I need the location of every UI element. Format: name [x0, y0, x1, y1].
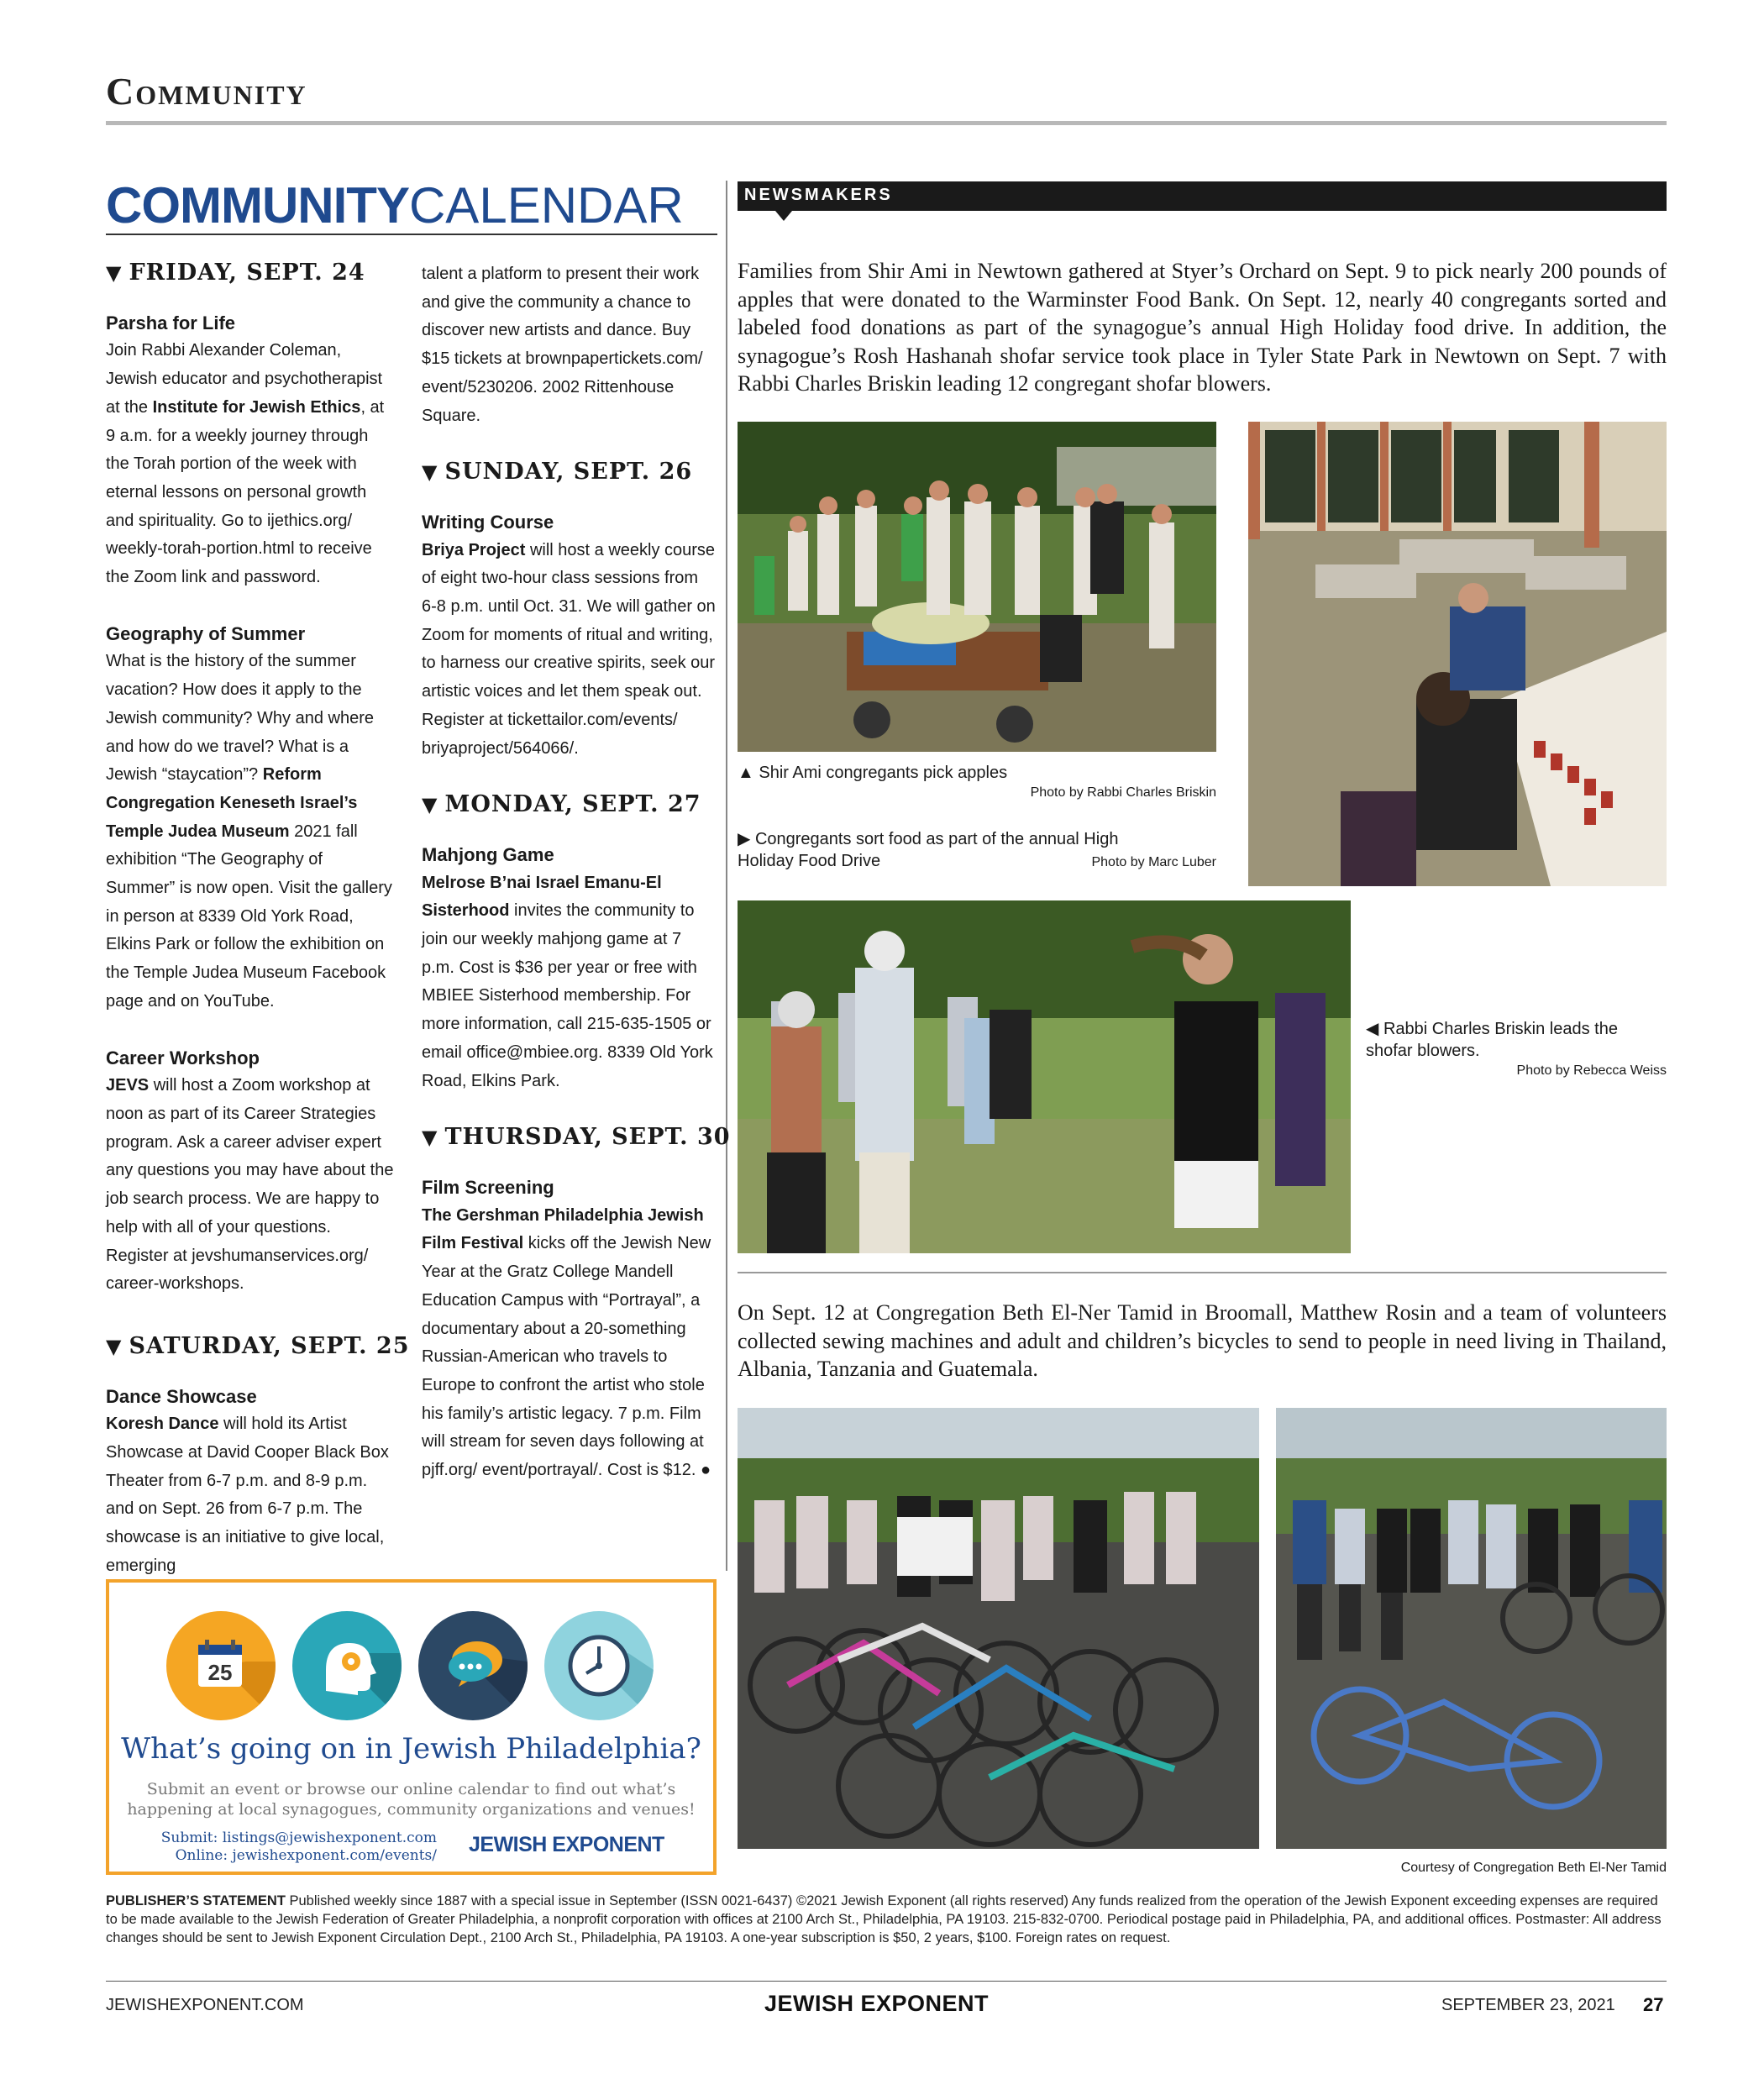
event-title: Film Screening	[422, 1176, 554, 1198]
caption-shofar: ◀ Rabbi Charles Briskin leads the shofar blowers.	[1366, 1020, 1618, 1060]
photo-apple-picking	[738, 422, 1216, 752]
credit-apples: Photo by Rabbi Charles Briskin	[1030, 785, 1216, 800]
triangle-down-icon: ▼	[422, 792, 438, 817]
footer-rule	[106, 1981, 1667, 1982]
calendar-column-1	[106, 259, 410, 1581]
calendar-title	[106, 176, 684, 235]
calendar-day-number: 25	[207, 1660, 233, 1685]
triangle-down-icon: ▼	[106, 1333, 123, 1358]
story-divider	[738, 1272, 1667, 1273]
event-body: JEVS will host a Zoom workshop at noon as part of its Career Strategies program. Ask a career adviser expert any questions you may have about the job search process. We are happy to help with all of your questions. Register at jevshumanservices.org/ career-workshops.	[106, 1076, 394, 1294]
triangle-down-icon: ▼	[106, 260, 123, 285]
event-body: Melrose B’nai Israel Emanu-El Sisterhood invites the community to join our weekly mahjong game at 7 p.m. Cost is $36 per year or free with MBIEE Sisterhood membership. For more information, call 215-635-1505 or email office@mbiee.org. 8339 Old York Road, Elkins Park.	[422, 873, 713, 1090]
day-heading-friday	[106, 259, 396, 287]
day-label: SUNDAY, SEPT. 26	[444, 459, 693, 486]
calendar-title-light: CALENDAR	[408, 177, 684, 234]
promo-links	[160, 1830, 437, 1865]
promo-brand-logo: JEWISH EXPONENT	[469, 1833, 664, 1856]
day-label: SATURDAY, SEPT. 25	[129, 1332, 410, 1359]
day-label: THURSDAY, SEPT. 30	[444, 1124, 731, 1151]
story-beth-el-ner-tamid: On Sept. 12 at Congregation Beth El-Ner Tamid in Broomall, Matthew Rosin and a team of volunteers collected sewing machines and adult and children’s bicycles to send to people in need living in Thailand, Albania, Tanzania and Guatemala.	[738, 1300, 1667, 1381]
photo-bike-donations	[738, 1408, 1259, 1849]
triangle-down-icon: ▼	[422, 459, 438, 485]
event-body: What is the history of the summer vacation? How does it apply to the Jewish community? Why and where and how do we travel? What is a Jewish “staycation”? Reform Congregation Keneseth Israel’s Temple Judea Museum 2021 fall exhibition “The Geography of Summer” is now open. Visit the gallery in person at 8339 Old York Road, Elkins Park or follow the exhibition on the Temple Judea Museum Facebook page and on YouTube.	[106, 652, 392, 1011]
clock-icon	[544, 1611, 654, 1720]
event-body-continued: talent a platform to present their work and give the community a chance to discover new artists and dance. Buy $15 tickets at brownpapertickets.com/ event/5230206. 2002 Rittenhouse Square.	[422, 265, 703, 425]
promo-online-link[interactable]: Online: jewishexponent.com/events/	[175, 1847, 437, 1864]
event-body: Briya Project will host a weekly course of eight two-hour class sessions from 6-8 p.m. until Oct. 31. We will gather on Zoom for moments of ritual and writing, to harness our creative spirits, seek our artistic voices and let them speak out. Register at tickettailor.com/events/ briyaproject/564066/.	[422, 540, 716, 758]
newsmakers-bar	[738, 181, 1667, 211]
event-title: Career Workshop	[106, 1047, 260, 1068]
day-heading-monday	[422, 790, 716, 819]
day-heading-thursday	[422, 1123, 731, 1152]
credit-food-drive: Photo by Marc Luber	[1091, 855, 1216, 869]
event-title: Writing Course	[422, 511, 554, 533]
chat-bubbles-icon	[418, 1611, 528, 1720]
photo-shofar-blowers	[738, 900, 1351, 1253]
event-title: Parsha for Life	[106, 312, 236, 333]
calendar-rule	[106, 234, 717, 235]
events-promo-box[interactable]	[106, 1579, 717, 1875]
photo-food-sorting	[1248, 422, 1667, 886]
day-heading-saturday	[106, 1332, 410, 1361]
section-title: Community	[106, 70, 307, 113]
calendar-icon	[166, 1611, 276, 1720]
triangle-down-icon: ▼	[422, 1125, 438, 1150]
publisher-statement: PUBLISHER’S STATEMENT Published weekly since 1887 with a special issue in September (ISSN 0021-6437) ©2021 Jewish Exponent (all rights reserved) Any funds realized from the operation of the Jewish Exponent exceeding expenses are required to be made available to the Jewish Federation of Greater Philadelphia, a nonprofit corporation with offices at 2100 Arch St., Philadelphia, PA 19103. 215-832-0700. Periodical postage paid in Philadelphia, PA, and additional offices. Postmaster: All address changes should be sent to Jewish Exponent Circulation Dept., 2100 Arch St., Philadelphia, PA 19103. A one-year subscription is $50, 2 years, $100. Foreign rates on request.	[106, 1893, 1662, 1945]
credit-bikes: Courtesy of Congregation Beth El-Ner Tamid	[1400, 1861, 1667, 1875]
story-shir-ami: Families from Shir Ami in Newtown gathered at Styer’s Orchard on Sept. 9 to pick nearly 200 pounds of apples that were donated to the Warminster Food Bank. On Sept. 12, nearly 40 congregants sorted and labeled food donations as part of the synagogue’s annual High Holiday food drive. In addition, the synagogue’s Rosh Hashanah shofar service took place in Tyler State Park in Newtown on Sept. 7 with Rabbi Charles Briskin leading 12 congregant shofar blowers.	[738, 259, 1667, 396]
calendar-title-bold: COMMUNITY	[106, 177, 409, 234]
footer-date: SEPTEMBER 23, 2021	[1441, 1996, 1615, 2014]
photo-bike-volunteers	[1276, 1408, 1667, 1849]
promo-subtext: Submit an event or browse our online calendar to find out what’s happening at local synagogues, community organizations and venues!	[127, 1780, 696, 1819]
page-number: 27	[1643, 1994, 1664, 2015]
credit-shofar: Photo by Rebecca Weiss	[1516, 1063, 1667, 1078]
event-body: Koresh Dance will hold its Artist Showcase at David Cooper Black Box Theater from 6-7 p.m. and 8-9 p.m. and on Sept. 26 from 6-7 p.m. The showcase is an initiative to give local, emerging	[106, 1415, 389, 1575]
column-divider	[726, 181, 727, 1571]
event-body: The Gershman Philadelphia Jewish Film Festival kicks off the Jewish New Year at the Gratz College Mandell Education Campus with “Portrayal”, a documentary about a 20-something Russian-American who travels to Europe to confront the artist who stole his family’s artistic legacy. 7 p.m. Film will stream for seven days following at pjff.org/ event/portrayal/. Cost is $12. ●	[422, 1205, 711, 1480]
event-title: Dance Showcase	[106, 1385, 257, 1407]
day-label: FRIDAY, SEPT. 24	[129, 260, 365, 286]
day-label: MONDAY, SEPT. 27	[444, 791, 701, 818]
caption-apples: ▲ Shir Ami congregants pick apples	[738, 764, 1008, 782]
newsmakers-label: NEWSMAKERS	[744, 186, 893, 204]
section-rule	[106, 121, 1667, 125]
footer-publication: JEWISH EXPONENT	[764, 1991, 990, 2016]
newsmakers-notch	[775, 211, 792, 221]
caption-food-drive: ▶ Congregants sort food as part of the annual High Holiday Food Drive	[738, 830, 1119, 870]
event-title: Geography of Summer	[106, 622, 306, 644]
day-heading-sunday	[422, 458, 716, 486]
gear-head-icon	[292, 1611, 402, 1720]
promo-submit-link[interactable]: Submit: listings@jewishexponent.com	[160, 1830, 437, 1846]
promo-headline: What’s going on in Jewish Philadelphia?	[121, 1732, 701, 1766]
calendar-column-2	[422, 260, 731, 1485]
event-body: Join Rabbi Alexander Coleman, Jewish educator and psychotherapist at the Institute for Jewish Ethics, at 9 a.m. for a weekly journey through the Torah portion of the week with eternal lessons on personal growth and spirituality. Go to ijethics.org/ weekly-torah-portion.html to receive the Zoom link and password.	[106, 341, 385, 587]
footer-website[interactable]: JEWISHEXPONENT.COM	[106, 1996, 304, 2014]
event-title: Mahjong Game	[422, 843, 554, 865]
